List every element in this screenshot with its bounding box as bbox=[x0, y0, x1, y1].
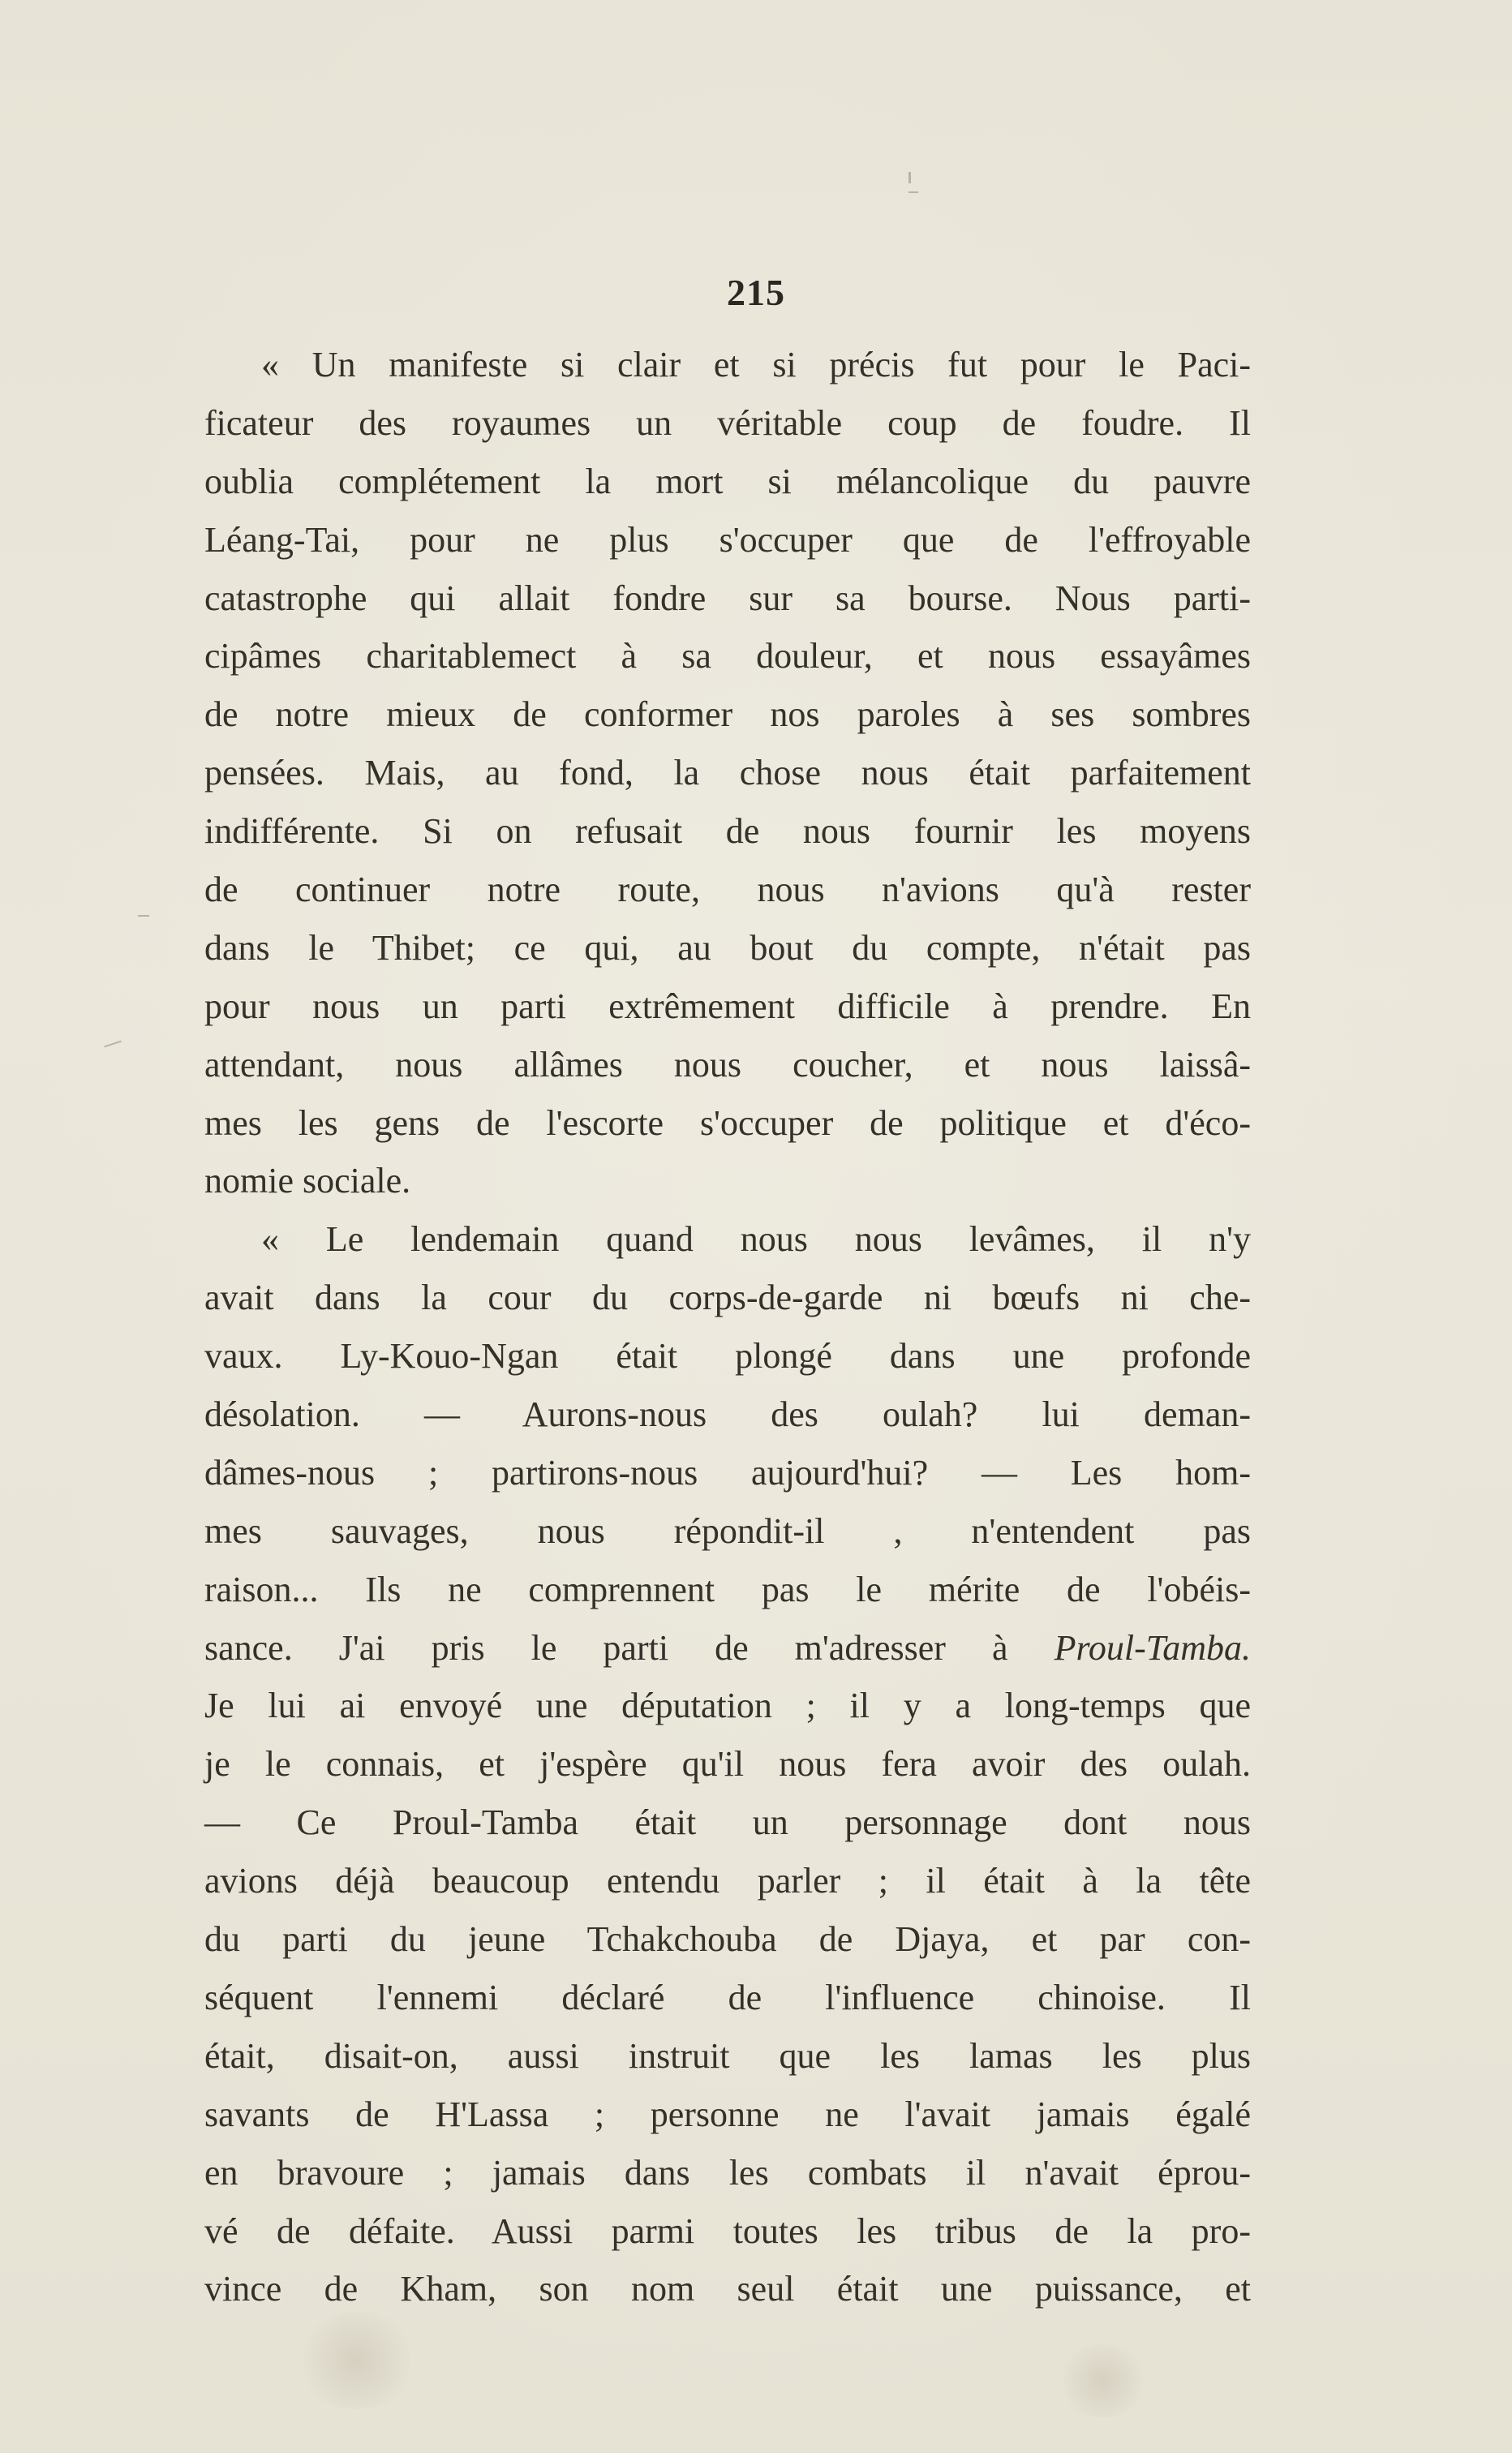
text-line: séquent l'ennemi déclaré de l'influence chinoise. Il bbox=[204, 1977, 1251, 2017]
text-line: catastrophe qui allait fondre sur sa bourse. Nous parti- bbox=[204, 578, 1251, 618]
text-line: pour nous un parti extrêmement difficile à prendre. En bbox=[204, 986, 1251, 1026]
text-line: de continuer notre route, nous n'avions qu'à rester bbox=[204, 870, 1251, 910]
text-line: désolation. — Aurons-nous des oulah? lui deman- bbox=[204, 1394, 1251, 1435]
text-line: raison... Ils ne comprennent pas le mérite de l'obéis- bbox=[204, 1569, 1251, 1609]
text-line: attendant, nous allâmes nous coucher, et nous laissâ- bbox=[204, 1044, 1251, 1085]
text-line: — Ce Proul-Tamba était un personnage dont nous bbox=[204, 1802, 1251, 1843]
margin-mark bbox=[104, 1041, 122, 1048]
paper-stain bbox=[1055, 2344, 1152, 2417]
text-line: de notre mieux de conformer nos paroles à ses sombres bbox=[204, 694, 1251, 735]
text-line: était, disait-on, aussi instruit que les lamas les plus bbox=[204, 2035, 1251, 2076]
text-line: dans le Thibet; ce qui, au bout du compte, n'était pas bbox=[204, 927, 1251, 968]
text-line: « Le lendemain quand nous nous levâmes, il n'y bbox=[261, 1219, 1251, 1260]
text-line: ficateur des royaumes un véritable coup de foudre. Il bbox=[204, 402, 1251, 443]
text-line: dâmes-nous ; partirons-nous aujourd'hui? — Les hom- bbox=[204, 1452, 1251, 1493]
text-line: Léang-Tai, pour ne plus s'occuper que de l'effroyable bbox=[204, 519, 1251, 560]
text-line: vince de Kham, son nom seul était une puissance, et bbox=[204, 2269, 1251, 2309]
text-line: je le connais, et j'espère qu'il nous fera avoir des oulah. bbox=[204, 1744, 1251, 1785]
paper-stain bbox=[292, 2312, 422, 2409]
text-line: mes les gens de l'escorte s'occuper de politique et d'éco- bbox=[204, 1102, 1251, 1143]
italic-name: Proul-Tamba. bbox=[1054, 1627, 1252, 1668]
page-number: 215 bbox=[727, 272, 785, 313]
margin-mark bbox=[908, 191, 918, 193]
text-line: vé de défaite. Aussi parmi toutes les tribus de la pro- bbox=[204, 2210, 1251, 2251]
text-line: mes sauvages, nous répondit-il , n'entendent pas bbox=[204, 1510, 1251, 1551]
text-line: du parti du jeune Tchakchouba de Djaya, et par con- bbox=[204, 1919, 1251, 1960]
margin-mark bbox=[138, 915, 149, 917]
text-line-with-italic bbox=[204, 1619, 1251, 1678]
text-line: avions déjà beaucoup entendu parler ; il était à la tête bbox=[204, 1861, 1251, 1901]
text-line: avait dans la cour du corps-de-garde ni bœufs ni che- bbox=[204, 1278, 1251, 1318]
text-line: pensées. Mais, au fond, la chose nous était parfaitement bbox=[204, 753, 1251, 793]
margin-mark bbox=[908, 172, 911, 183]
text-line: en bravoure ; jamais dans les combats il n'avait éprou- bbox=[204, 2152, 1251, 2193]
text-line: vaux. Ly-Kouo-Ngan était plongé dans une profonde bbox=[204, 1336, 1251, 1377]
body-text bbox=[204, 336, 1251, 2318]
text-line: Je lui ai envoyé une députation ; il y a long-temps que bbox=[204, 1686, 1251, 1726]
text-line-part: sance. J'ai pris le parti de m'adresser à bbox=[204, 1627, 1008, 1668]
text-line: « Un manifeste si clair et si précis fut pour le Paci- bbox=[261, 345, 1251, 384]
text-line: indifférente. Si on refusait de nous fournir les moyens bbox=[204, 811, 1251, 852]
text-line: cipâmes charitablemect à sa douleur, et nous essayâmes bbox=[204, 636, 1251, 677]
text-line: savants de H'Lassa ; personne ne l'avait jamais égalé bbox=[204, 2094, 1251, 2134]
text-line: oublia complétement la mort si mélancolique du pauvre bbox=[204, 461, 1251, 501]
text-line: nomie sociale. bbox=[204, 1161, 411, 1201]
